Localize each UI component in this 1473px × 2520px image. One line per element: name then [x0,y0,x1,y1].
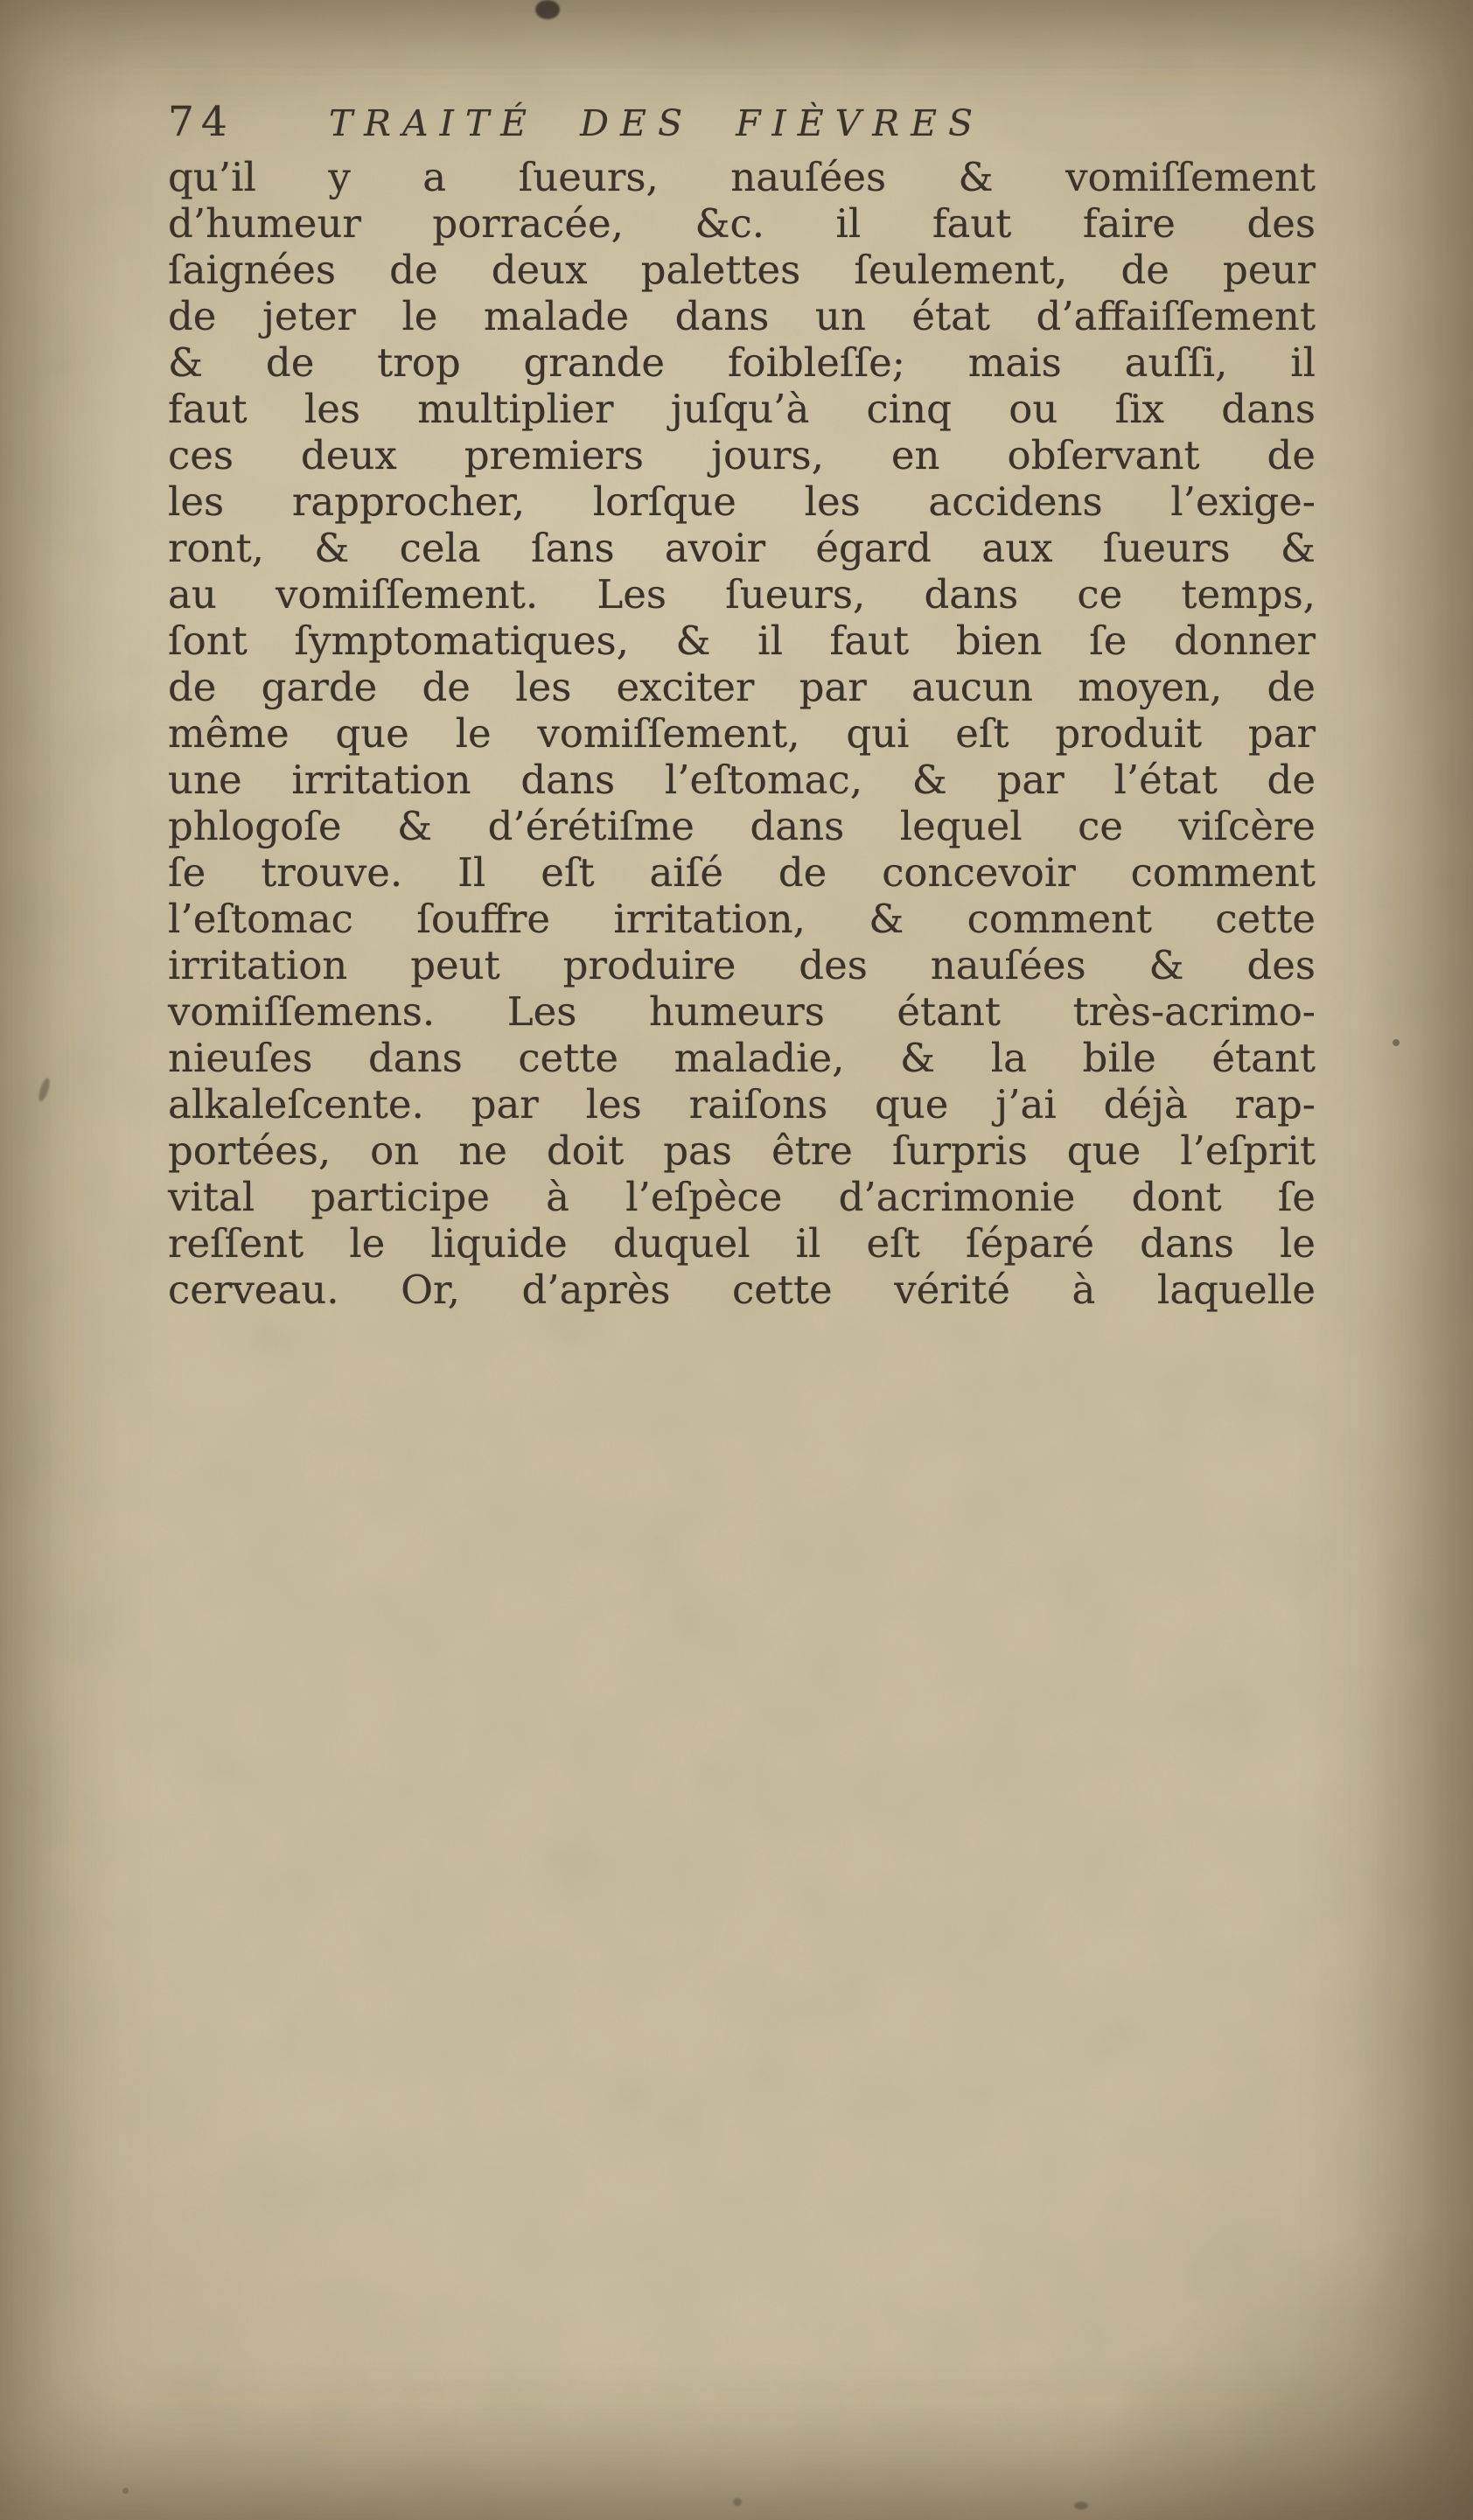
text-line: vomiſſemens. Les humeurs étant très-acrimo- [168,988,1316,1035]
paper-speck [37,1077,52,1102]
text-line: alkaleſcente. par les raiſons que j’ai déjà rap- [168,1081,1316,1127]
paper-speck [1393,1039,1400,1046]
page-curl-shadow [1071,2223,1473,2520]
text-line: une irritation dans l’eſtomac, & par l’état de [168,757,1316,803]
page-header [168,98,1316,146]
page-number: 74 [168,98,234,146]
running-title: TRAITÉ DES FIÈVRES [328,102,985,144]
text-line: ront, & cela ſans avoir égard aux ſueurs & [168,525,1316,571]
text-line: ſont ſymptomatiques, & il faut bien ſe donner [168,618,1316,664]
text-line: les rapprocher, lorſque les accidens l’exige- [168,478,1316,525]
paper-speck [733,2498,742,2506]
text-line: de garde de les exciter par aucun moyen, de [168,664,1316,710]
text-line: de jeter le malade dans un état d’affaiſſement [168,293,1316,339]
text-line: faut les multiplier juſqu’à cinq ou ſix dans [168,386,1316,432]
text-line: irritation peut produire des nauſées & des [168,942,1316,988]
text-line: cerveau. Or, d’après cette vérité à laquelle [168,1267,1316,1313]
text-line: & de trop grande foibleſſe; mais auſſi, il [168,339,1316,386]
text-line: l’eſtomac ſouffre irritation, & comment cette [168,896,1316,942]
text-line: phlogoſe & d’érétiſme dans lequel ce viſcère [168,803,1316,849]
text-line: même que le vomiſſement, qui eſt produit par [168,710,1316,757]
text-line: d’humeur porracée, &c. il faut faire des [168,200,1316,247]
paper-speck [535,0,560,19]
text-line: reſſent le liquide duquel il eſt ſéparé dans le [168,1220,1316,1267]
text-line: portées, on ne doit pas être ſurpris que l’eſprit [168,1127,1316,1174]
paper-speck [122,2488,129,2494]
body-text [168,154,1316,1313]
text-line: ſaignées de deux palettes ſeulement, de peur [168,247,1316,293]
text-line: vital participe à l’eſpèce d’acrimonie dont ſe [168,1174,1316,1220]
text-line: qu’il y a ſueurs, nauſées & vomiſſement [168,154,1316,200]
text-line: au vomiſſement. Les ſueurs, dans ce temps, [168,571,1316,618]
text-line: ſe trouve. Il eſt aiſé de concevoir comment [168,849,1316,896]
text-line: nieuſes dans cette maladie, & la bile étant [168,1035,1316,1081]
paper-speck [1074,2502,1088,2510]
text-line: ces deux premiers jours, en obſervant de [168,432,1316,478]
